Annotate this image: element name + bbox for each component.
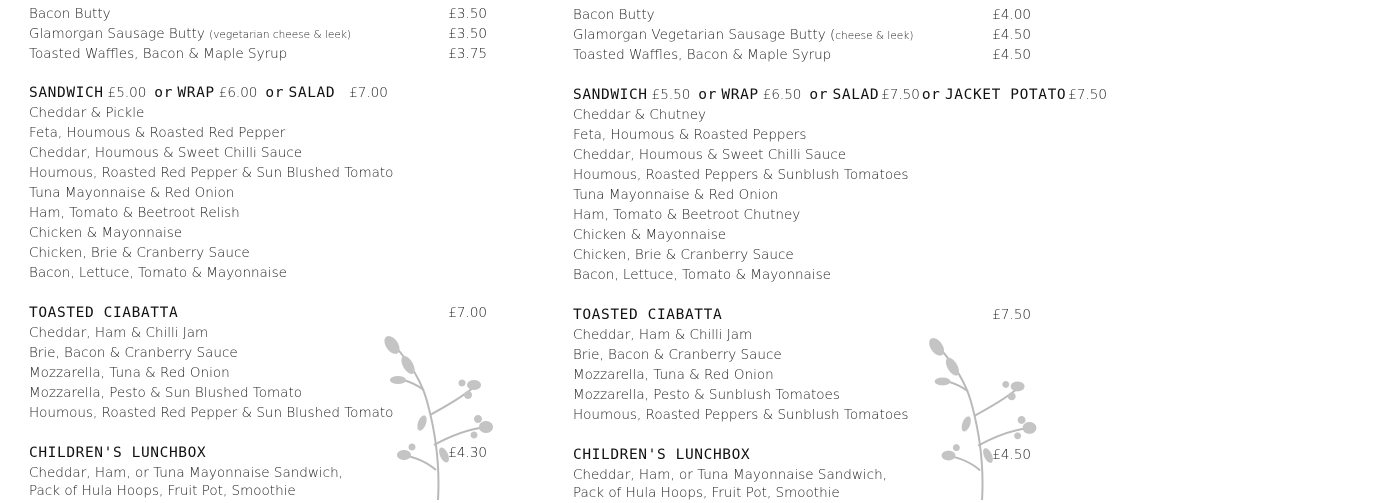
item-price: £3.50 bbox=[448, 26, 487, 42]
jacket-potato-price: £7.50 bbox=[1068, 87, 1107, 103]
filling-item: Chicken, Brie & Cranberry Sauce bbox=[29, 245, 250, 261]
filling-item: Houmous, Roasted Peppers & Sunblush Tomatoes bbox=[573, 407, 909, 423]
menu-item bbox=[29, 4, 489, 24]
lunchbox-item: Cheddar, Ham, or Tuna Mayonnaise Sandwich, bbox=[573, 467, 887, 483]
item-price: £4.00 bbox=[992, 7, 1031, 23]
filling-item: Cheddar, Houmous & Sweet Chilli Sauce bbox=[29, 145, 303, 161]
filling-item: Feta, Houmous & Roasted Peppers bbox=[573, 127, 807, 143]
or-label: or bbox=[809, 87, 829, 103]
wrap-price: £6.00 bbox=[218, 85, 258, 101]
filling-item: Ham, Tomato & Beetroot Relish bbox=[29, 205, 240, 221]
item-price: £3.75 bbox=[448, 46, 487, 62]
item-name: Glamorgan Vegetarian Sausage Butty bbox=[573, 27, 826, 43]
or-label: or bbox=[154, 85, 173, 101]
menu-item bbox=[29, 44, 489, 64]
ciabatta-title: TOASTED CIABATTA bbox=[29, 305, 179, 321]
menu-item bbox=[573, 25, 1033, 46]
filling-item: Ham, Tomato & Beetroot Chutney bbox=[573, 207, 801, 223]
sandwich-heading bbox=[573, 85, 1115, 105]
menu-item bbox=[29, 24, 489, 45]
ciabatta-price: £7.00 bbox=[448, 305, 487, 321]
filling-item: Cheddar, Ham & Chilli Jam bbox=[29, 325, 209, 341]
filling-item: Feta, Houmous & Roasted Red Pepper bbox=[29, 125, 286, 141]
filling-item: Tuna Mayonnaise & Red Onion bbox=[29, 185, 235, 201]
menu-item bbox=[573, 45, 1033, 65]
sandwich-label: SANDWICH bbox=[29, 85, 104, 101]
item-note: (vegetarian cheese & leek) bbox=[209, 29, 352, 41]
or-label: or bbox=[265, 85, 285, 101]
wrap-price: £6.50 bbox=[762, 87, 802, 103]
ciabatta-price: £7.50 bbox=[992, 307, 1031, 323]
lunchbox-item: Pack of Hula Hoops, Fruit Pot, Smoothie bbox=[29, 483, 296, 499]
lunchbox-item: Cheddar, Ham, or Tuna Mayonnaise Sandwich, bbox=[29, 465, 343, 481]
filling-item: Chicken & Mayonnaise bbox=[573, 227, 727, 243]
filling-item: Bacon, Lettuce, Tomato & Mayonnaise bbox=[29, 265, 287, 281]
item-note-open: ( bbox=[830, 27, 836, 43]
menu-item bbox=[573, 5, 1033, 25]
filling-item: Houmous, Roasted Red Pepper & Sun Blushed Tomato bbox=[29, 405, 394, 421]
wrap-label: WRAP bbox=[177, 85, 215, 101]
or-label: or bbox=[921, 87, 941, 103]
herb-sprig-icon bbox=[922, 337, 1052, 500]
item-price: £4.50 bbox=[992, 27, 1031, 43]
filling-item: Cheddar, Ham & Chilli Jam bbox=[573, 327, 753, 343]
ciabatta-heading bbox=[573, 305, 1033, 325]
filling-item: Bacon, Lettuce, Tomato & Mayonnaise bbox=[573, 267, 831, 283]
ciabatta-heading bbox=[29, 303, 489, 323]
filling-item: Houmous, Roasted Red Pepper & Sun Blushed Tomato bbox=[29, 165, 394, 181]
item-name: Bacon Butty bbox=[573, 7, 655, 23]
salad-label: SALAD bbox=[288, 85, 336, 101]
lunchbox-item: Pack of Hula Hoops, Fruit Pot, Smoothie bbox=[573, 485, 840, 501]
or-label: or bbox=[698, 87, 717, 103]
item-name: Toasted Waffles, Bacon & Maple Syrup bbox=[29, 46, 288, 62]
filling-item: Chicken, Brie & Cranberry Sauce bbox=[573, 247, 794, 263]
salad-label: SALAD bbox=[832, 87, 880, 103]
item-name: Toasted Waffles, Bacon & Maple Syrup bbox=[573, 47, 832, 63]
lunchbox-title: CHILDREN'S LUNCHBOX bbox=[573, 447, 751, 463]
item-price: £4.50 bbox=[992, 47, 1031, 63]
filling-item: Mozzarella, Pesto & Sunblush Tomatoes bbox=[573, 387, 840, 403]
filling-item: Cheddar & Pickle bbox=[29, 105, 145, 121]
filling-item: Mozzarella, Tuna & Red Onion bbox=[29, 365, 230, 381]
ciabatta-title: TOASTED CIABATTA bbox=[573, 307, 723, 323]
lunchbox-title: CHILDREN'S LUNCHBOX bbox=[29, 445, 207, 461]
salad-price: £7.00 bbox=[349, 85, 388, 101]
jacket-potato-label: JACKET POTATO bbox=[944, 87, 1067, 103]
item-note: cheese & leek) bbox=[835, 30, 914, 42]
sandwich-heading bbox=[29, 83, 396, 103]
filling-item: Tuna Mayonnaise & Red Onion bbox=[573, 187, 779, 203]
filling-item: Brie, Bacon & Cranberry Sauce bbox=[573, 347, 782, 363]
sandwich-price: £5.50 bbox=[651, 87, 691, 103]
sandwich-label: SANDWICH bbox=[573, 87, 648, 103]
item-name: Glamorgan Sausage Butty bbox=[29, 26, 205, 42]
filling-item: Cheddar, Houmous & Sweet Chilli Sauce bbox=[573, 147, 847, 163]
salad-price: £7.50 bbox=[881, 87, 920, 103]
filling-item: Mozzarella, Tuna & Red Onion bbox=[573, 367, 774, 383]
item-name: Bacon Butty bbox=[29, 6, 111, 22]
filling-item: Cheddar & Chutney bbox=[573, 107, 707, 123]
item-price: £3.50 bbox=[448, 6, 487, 22]
filling-item: Mozzarella, Pesto & Sun Blushed Tomato bbox=[29, 385, 302, 401]
filling-item: Brie, Bacon & Cranberry Sauce bbox=[29, 345, 238, 361]
sandwich-price: £5.00 bbox=[107, 85, 147, 101]
filling-item: Chicken & Mayonnaise bbox=[29, 225, 183, 241]
wrap-label: WRAP bbox=[721, 87, 759, 103]
herb-sprig-icon bbox=[378, 335, 508, 500]
lunchbox-price: £4.50 bbox=[992, 447, 1031, 463]
lunchbox-price: £4.30 bbox=[448, 445, 487, 461]
filling-item: Houmous, Roasted Peppers & Sunblush Tomatoes bbox=[573, 167, 909, 183]
